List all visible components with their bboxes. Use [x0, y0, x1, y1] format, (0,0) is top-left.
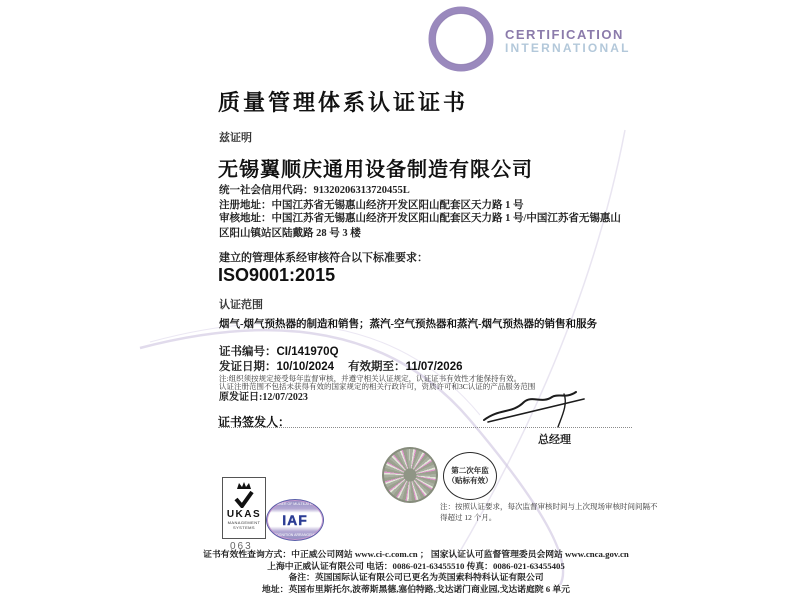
holographic-sticker-icon — [382, 447, 438, 503]
issue-date-value: 10/10/2024 — [276, 361, 335, 373]
company-audit-address: 审核地址：中国江苏省无锡惠山经济开发区阳山配套区天力路 1 号/中国江苏省无锡惠山区阳山镇站区陆戴路 28 号 3 楼 — [219, 213, 621, 240]
certification-international-logo-icon — [428, 3, 504, 79]
certify-label: 兹证明 — [219, 132, 252, 144]
scope-heading: 认证范围 — [219, 299, 263, 311]
logo-wordmark-line2: INTERNATIONAL — [505, 41, 631, 55]
original-issue-date: 原发证日:12/07/2023 — [219, 392, 308, 403]
certificate-note-2: 认证注册范围不包括未获得有效的国家规定的相关行政许可，资质许可和3C认证的产品服务范围 — [219, 382, 536, 391]
valid-date-value: 11/07/2026 — [405, 361, 463, 373]
iaf-top-text: MEMBER OF MULTILATERAL — [271, 502, 319, 506]
valid-date-label: 有效期至： — [348, 361, 406, 373]
certificate-dates-row — [219, 358, 462, 374]
ukas-logo — [222, 477, 266, 539]
stamp-line1: 第二次年监 — [451, 466, 489, 476]
iaf-logo — [266, 499, 324, 541]
stamp-line2: （贴标有效） — [447, 476, 493, 485]
certificate-title: 质量管理体系认证证书 — [218, 90, 469, 115]
crown-icon — [236, 481, 252, 490]
certificate-number-row — [219, 343, 339, 359]
footer-line-remark: 备注：英国国际认证有限公司已更名为英国索科特科认证有限公司 — [288, 572, 544, 583]
iaf-name: IAF — [282, 512, 308, 528]
certificate-number-value: CI/141970Q — [276, 346, 339, 358]
footer-line-address: 地址：英国布里斯托尔,波蒂斯黑德,塞伯特路,戈达诺门商业园,戈达诺庭院 6 单元 — [262, 583, 570, 594]
signature-handwriting-icon — [478, 386, 596, 428]
company-credit-code: 统一社会信用代码：91320206313720455L — [219, 185, 410, 196]
company-name: 无锡翼顺庆通用设备制造有限公司 — [218, 159, 533, 181]
iaf-bottom-text: RECOGNITION ARRANGEMENT — [268, 532, 322, 537]
signature-line — [218, 427, 632, 428]
company-registered-address: 注册地址：中国江苏省无锡惠山经济开发区阳山配套区天力路 1 号 — [219, 200, 524, 211]
checkmark-icon — [233, 490, 255, 508]
scope-text: 烟气-烟气预热器的制造和销售；蒸汽-空气预热器和蒸汽-烟气预热器的销售和服务 — [219, 319, 597, 330]
signer-title: 总经理 — [538, 434, 571, 446]
issue-date-label: 发证日期： — [219, 361, 277, 373]
logo-wordmark-line1: CERTIFICATION — [505, 27, 624, 42]
footer-block — [185, 549, 647, 595]
ukas-number: 063 — [230, 541, 253, 552]
certificate-number-label: 证书编号： — [219, 346, 277, 358]
certificate-note-1: 注:组织须按规定接受每年监督审核，并遵守相关认证规定，认证证书有效性才能保持有效。 — [219, 374, 522, 383]
supervision-note: 注：按照认证要求，每次监督审核时间与上次现场审核时间间隔不得超过 12 个月。 — [440, 502, 658, 523]
footer-line-contact: 上海中正威认证有限公司 电话：0086-021-63455510 传真：0086-021-63455405 — [267, 560, 565, 571]
standard-code: ISO9001:2015 — [218, 265, 336, 285]
annual-supervision-stamp — [443, 452, 497, 500]
footer-line-validity: 证书有效性查询方式：中正威公司网站 www.ci-c.com.cn ； 国家认证认可监督管理委员会网站 www.cnca.gov.cn — [203, 549, 629, 559]
ukas-subtitle: MANAGEMENT SYSTEMS — [227, 520, 261, 531]
signer-label: 证书签发人： — [218, 415, 291, 429]
standard-intro: 建立的管理体系经审核符合以下标准要求： — [219, 252, 428, 264]
ukas-name: UKAS — [226, 509, 262, 520]
